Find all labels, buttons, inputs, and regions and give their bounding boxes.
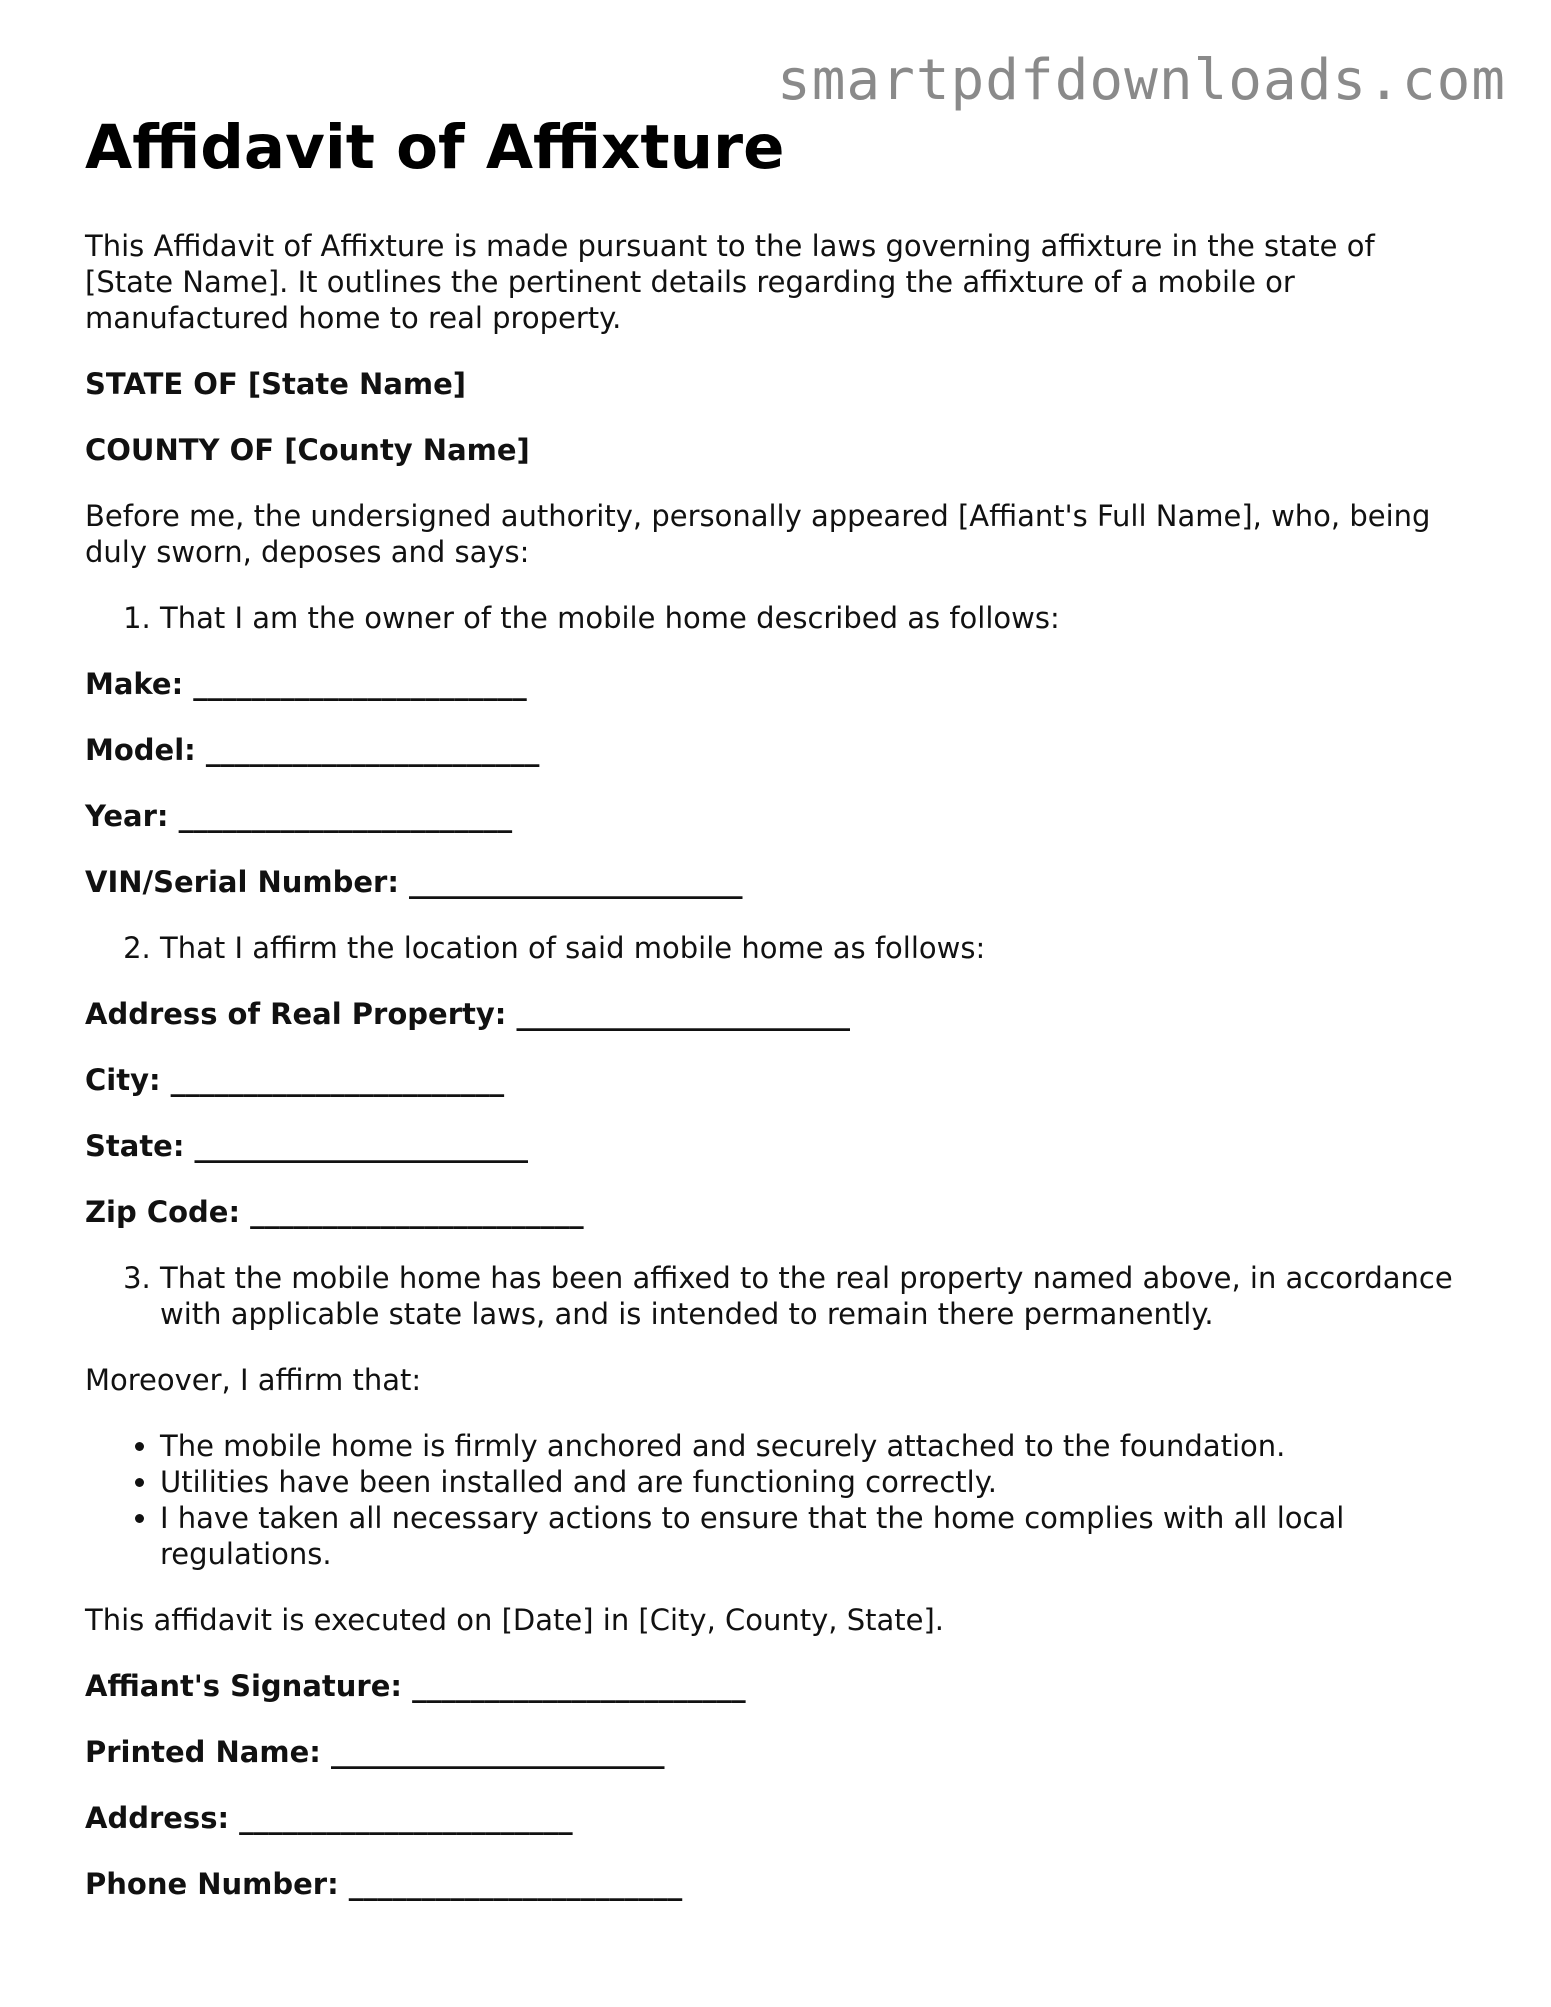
moreover-paragraph: Moreover, I affirm that: bbox=[85, 1363, 422, 1397]
zip-code-field: Zip Code: _______________________ bbox=[85, 1195, 584, 1229]
signature-field: Affiant's Signature: _______________________ bbox=[85, 1669, 746, 1703]
affirmation-item: • Utilities have been installed and are functioning correctly. bbox=[160, 1464, 1465, 1500]
affirmation-item: • The mobile home is firmly anchored and securely attached to the foundation. bbox=[160, 1428, 1465, 1464]
affirmation-item: • I have taken all necessary actions to ensure that the home complies with all local regulations. bbox=[160, 1500, 1465, 1572]
phone-number-field: Phone Number: _______________________ bbox=[85, 1867, 683, 1901]
list-item-1: 1. That I am the owner of the mobile home described as follows: bbox=[160, 600, 1465, 636]
vin-field: VIN/Serial Number: _______________________ bbox=[85, 865, 743, 899]
printed-name-field: Printed Name: _______________________ bbox=[85, 1735, 665, 1769]
model-field: Model: _______________________ bbox=[85, 733, 540, 767]
city-field: City: _______________________ bbox=[85, 1063, 505, 1097]
intro-paragraph: This Affidavit of Affixture is made pursuant to the laws governing affixture in the state of [State Name]. It outlines the pertinent details regarding the affixture of a mobile or manufactured home to real property. bbox=[85, 229, 1375, 335]
watermark: smartpdfdownloads.com bbox=[776, 48, 1506, 113]
numbered-list-1 bbox=[85, 600, 1465, 636]
before-me-paragraph: Before me, the undersigned authority, personally appeared [Affiant's Full Name], who, being duly sworn, deposes and says: bbox=[85, 499, 1431, 569]
address-field: Address: _______________________ bbox=[85, 1801, 573, 1835]
state-field: State: _______________________ bbox=[85, 1129, 529, 1163]
executed-paragraph: This affidavit is executed on [Date] in [City, County, State]. bbox=[85, 1603, 945, 1637]
county-line: COUNTY OF [County Name] bbox=[85, 433, 530, 467]
document-page bbox=[85, 108, 1465, 1932]
numbered-list-2 bbox=[85, 930, 1465, 966]
address-real-property-field: Address of Real Property: _______________________ bbox=[85, 997, 850, 1031]
affirmations-list bbox=[85, 1428, 1465, 1572]
year-field: Year: _______________________ bbox=[85, 799, 513, 833]
make-field: Make: _______________________ bbox=[85, 667, 527, 701]
list-item-2: 2. That I affirm the location of said mobile home as follows: bbox=[160, 930, 1465, 966]
state-line: STATE OF [State Name] bbox=[85, 367, 467, 401]
document-title: Affidavit of Affixture bbox=[85, 112, 785, 183]
list-item-3: 3. That the mobile home has been affixed to the real property named above, in accordance with applicable state laws, and is intended to remain there permanently. bbox=[160, 1260, 1465, 1332]
numbered-list-3 bbox=[85, 1260, 1465, 1332]
